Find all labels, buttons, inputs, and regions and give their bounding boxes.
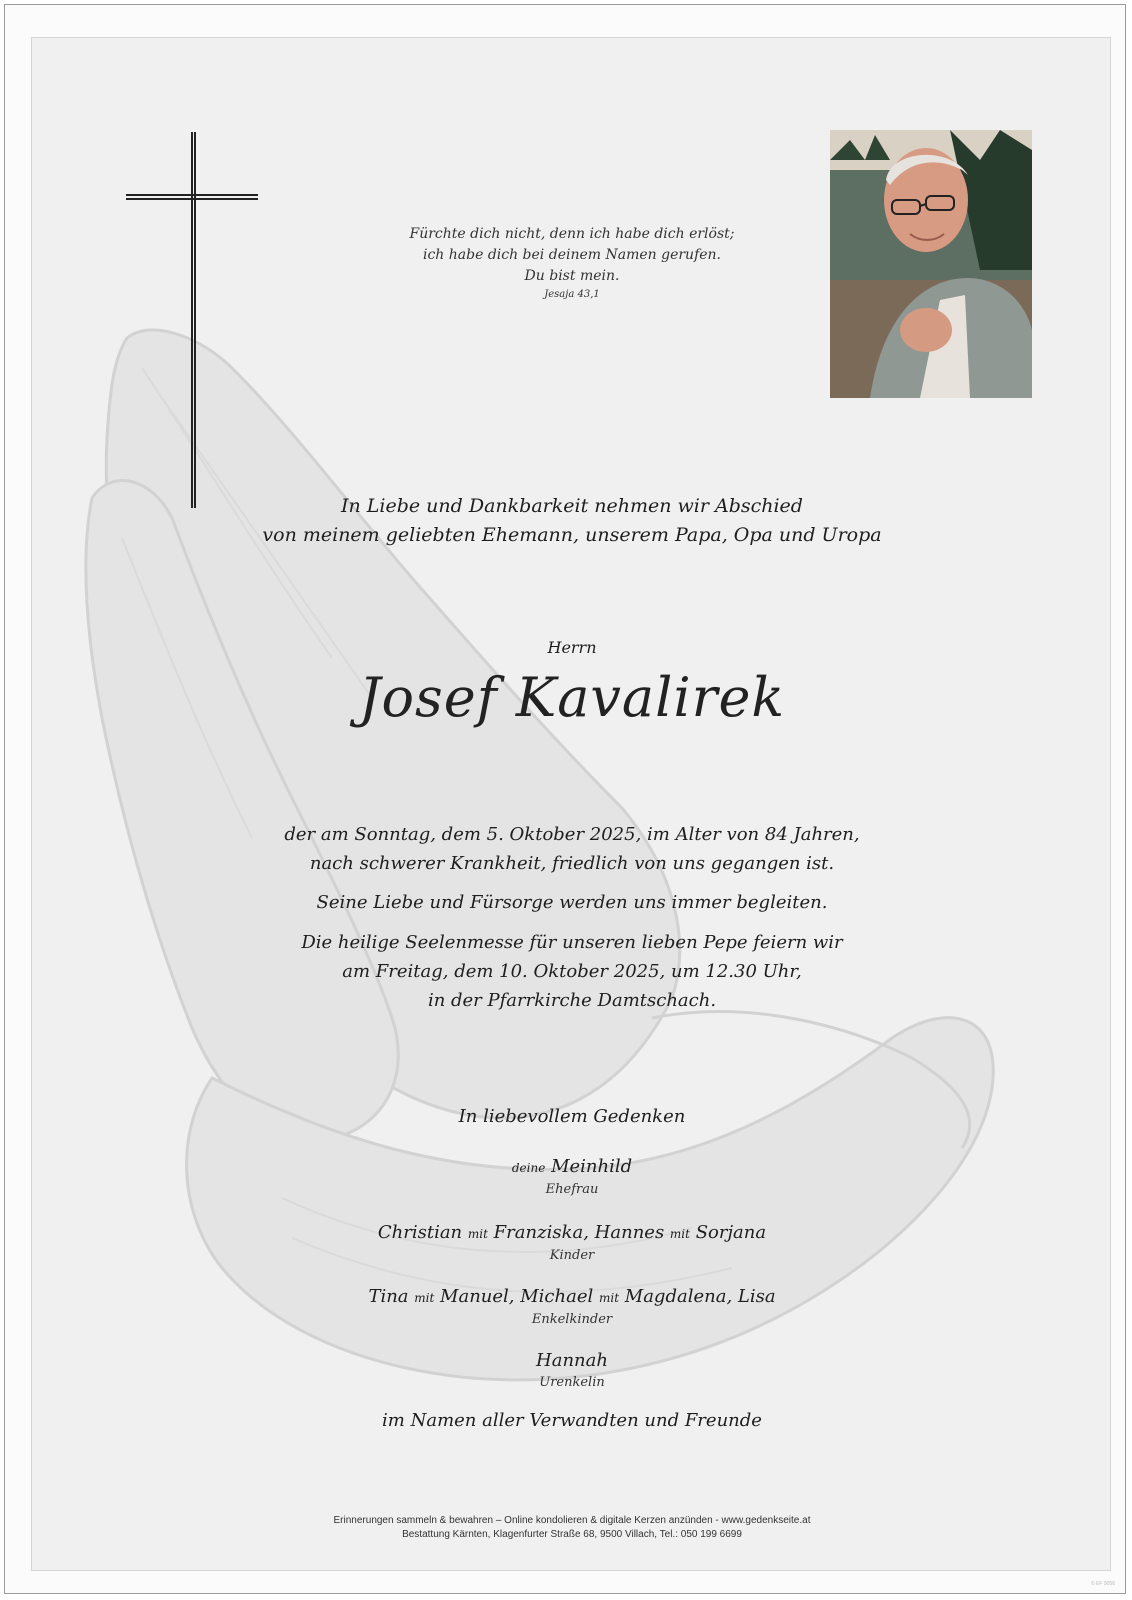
love-line: Seine Liebe und Fürsorge werden uns immer begleiten. [316,892,828,913]
farewell-intro [32,492,1111,550]
footer-line-1: Erinnerungen sammeln & bewahren – Online kondolieren & digitale Kerzen anzünden - www.gedenkseite.at [333,1515,811,1526]
child-name-1: Christian [377,1222,463,1243]
latin-cross-bar [126,194,258,200]
death-line-2: nach schwerer Krankheit, friedlich von uns gegangen ist. [309,853,835,874]
wife-prefix: deine [511,1161,546,1175]
family-wife [32,1154,1111,1199]
corner-mark: © EF 9056 [1091,1581,1115,1587]
child-name-3: Hannes [594,1222,665,1243]
great-grandchild-name: Hannah [536,1350,608,1371]
latin-cross-icon [191,132,196,508]
children-with-1: mit [467,1227,488,1241]
mass-line-1: Die heilige Seelenmesse für unseren lieben Pepe feiern wir [301,932,843,953]
verse-reference: Jesaja 43,1 [544,289,600,300]
closing-line: im Namen aller Verwandten und Freunde [382,1410,762,1431]
verse-line-2: ich habe dich bei deinem Namen gerufen. [422,247,722,263]
obituary-paper [31,37,1111,1571]
footer-line-2: Bestattung Kärnten, Klagenfurter Straße 68, 9500 Villach, Tel.: 050 199 6699 [402,1529,742,1540]
verse-line-3: Du bist mein. [524,268,620,284]
wife-role: Ehefrau [545,1182,599,1197]
grandchildren-with-1: mit [414,1291,435,1305]
mass-line-3: in der Pfarrkirche Damtschach. [427,990,717,1011]
memorial-heading: In liebevollem Gedenken [458,1106,686,1127]
mass-notice [32,928,1111,1015]
grandchildren-role: Enkelkinder [531,1312,613,1327]
great-grandchild-role: Urenkelin [539,1375,605,1390]
death-notice [32,820,1111,878]
wife-name: Meinhild [551,1156,633,1177]
children-role: Kinder [549,1248,595,1263]
deceased-name: Josef Kavalirek [358,666,786,729]
grandchild-name-3: Magdalena, Lisa [624,1286,776,1307]
family-children [32,1220,1111,1265]
family-great-grandchildren [32,1348,1111,1392]
mass-line-2: am Freitag, dem 10. Oktober 2025, um 12.30 Uhr, [342,961,802,982]
children-with-2: mit [669,1227,690,1241]
grandchild-name-1: Tina [368,1286,409,1307]
card-frame [4,4,1126,1594]
grandchild-name-2: Manuel, Michael [440,1286,594,1307]
child-name-4: Sorjana [695,1222,767,1243]
child-name-2: Franziska, [493,1222,589,1243]
salutation: Herrn [547,638,597,657]
death-line-1: der am Sonntag, dem 5. Oktober 2025, im Alter von 84 Jahren, [284,824,860,845]
portrait-photo [830,130,1032,398]
intro-line-2: von meinem geliebten Ehemann, unserem Papa, Opa und Uropa [262,524,882,546]
family-grandchildren [32,1284,1111,1329]
grandchildren-with-2: mit [598,1291,620,1305]
intro-line-1: In Liebe und Dankbarkeit nehmen wir Abschied [341,495,803,517]
verse-line-1: Fürchte dich nicht, denn ich habe dich erlöst; [409,226,735,242]
footer [32,1514,1111,1542]
